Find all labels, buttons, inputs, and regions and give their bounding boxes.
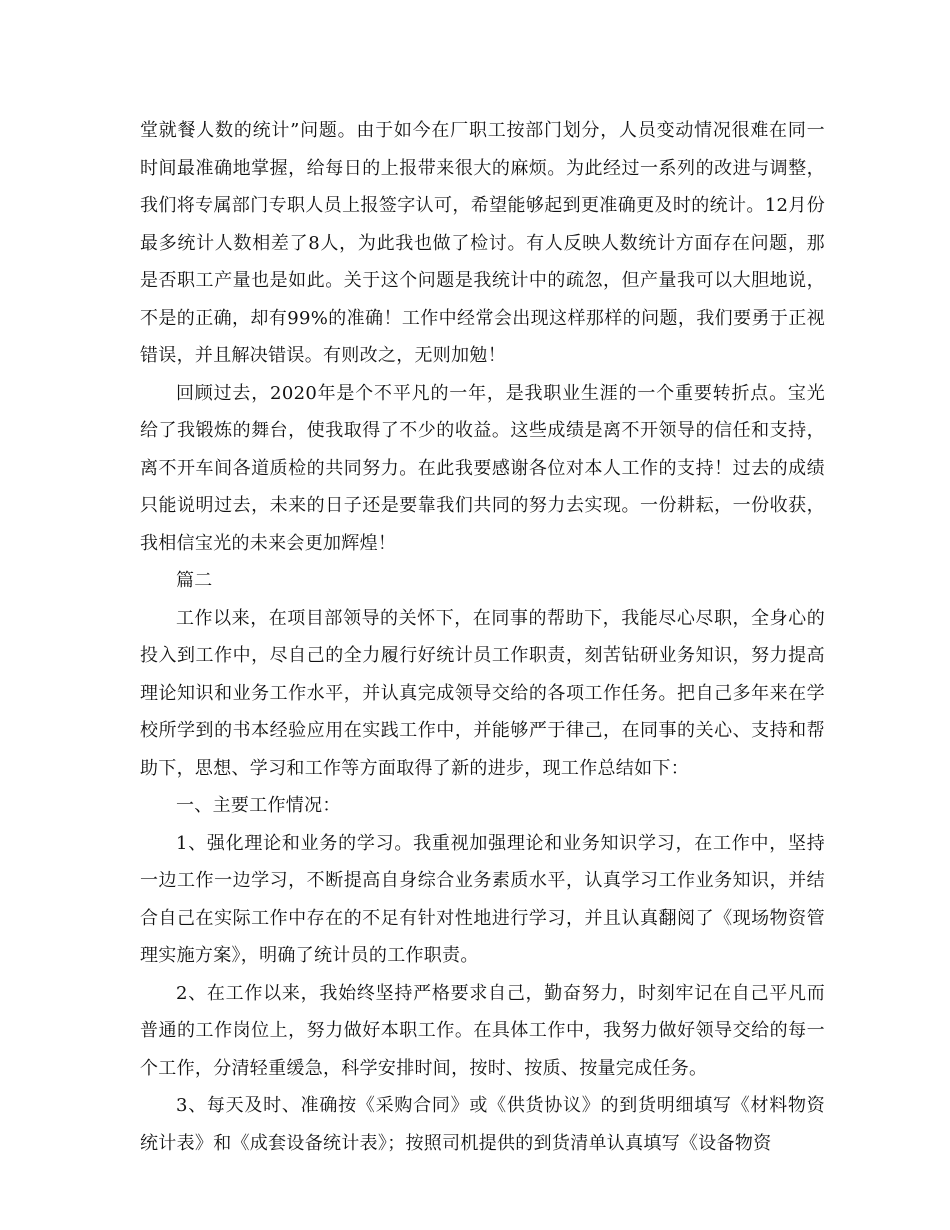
paragraph-2: 回顾过去，2020年是个不平凡的一年，是我职业生涯的一个重要转折点。宝光给了我锻炼的舞台，使我取得了不少的收益。这些成绩是离不开领导的信任和支持，离不开车间各道质检的共同努力。在此我要感谢各位对本人工作的支持！过去的成绩只能说明过去，未来的日子还是要靠我们共同的努力去实现。一份耕耘，一份收获，我相信宝光的未来会更加辉煌！ [140,382,825,554]
document-body [140,112,825,1162]
paragraph-1: 堂就餐人数的统计”问题。由于如今在厂职工按部门划分，人员变动情况很难在同一时间最准确地掌握，给每日的上报带来很大的麻烦。为此经过一系列的改进与调整，我们将专属部门专职人员上报签字认可，希望能够起到更准确更及时的统计。12月份最多统计人数相差了8人，为此我也做了检讨。有人反映人数统计方面存在问题，那是否职工产量也是如此。关于这个问题是我统计中的疏忽，但产量我可以大胆地说，不是的正确，却有99%的准确！工作中经常会出现这样那样的问题，我们要勇于正视错误，并且解决错误。有则改之，无则加勉！ [140,120,825,366]
list-item-2: 2、在工作以来，我始终坚持严格要求自己，勤奋努力，时刻牢记在自己平凡而普通的工作岗位上，努力做好本职工作。在具体工作中，我努力做好领导交给的每一个工作，分清轻重缓急，科学安排时间，按时、按质、按量完成任务。 [140,982,825,1079]
list-item-3: 3、每天及时、准确按《采购合同》或《供货协议》的到货明细填写《材料物资统计表》和《成套设备统计表》；按照司机提供的到货清单认真填写《设备物资 [140,1095,825,1154]
list-item-1: 1、强化理论和业务的学习。我重视加强理论和业务知识学习，在工作中，坚持一边工作一边学习，不断提高自身综合业务素质水平，认真学习工作业务知识，并结合自己在实际工作中存在的不足有针对性地进行学习，并且认真翻阅了《现场物资管理实施方案》，明确了统计员的工作职责。 [140,832,825,966]
paragraph-3: 工作以来，在项目部领导的关怀下，在同事的帮助下，我能尽心尽职，全身心的投入到工作中，尽自己的全力履行好统计员工作职责，刻苦钻研业务知识，努力提高理论知识和业务工作水平，并认真完成领导交给的各项工作任务。把自己多年来在学校所学到的书本经验应用在实践工作中，并能够严于律己，在同事的关心、支持和帮助下，思想、学习和工作等方面取得了新的进步，现工作总结如下： [140,607,825,779]
section-heading-part-two: 篇二 [176,570,213,591]
subheading-main-work: 一、主要工作情况： [176,795,341,816]
